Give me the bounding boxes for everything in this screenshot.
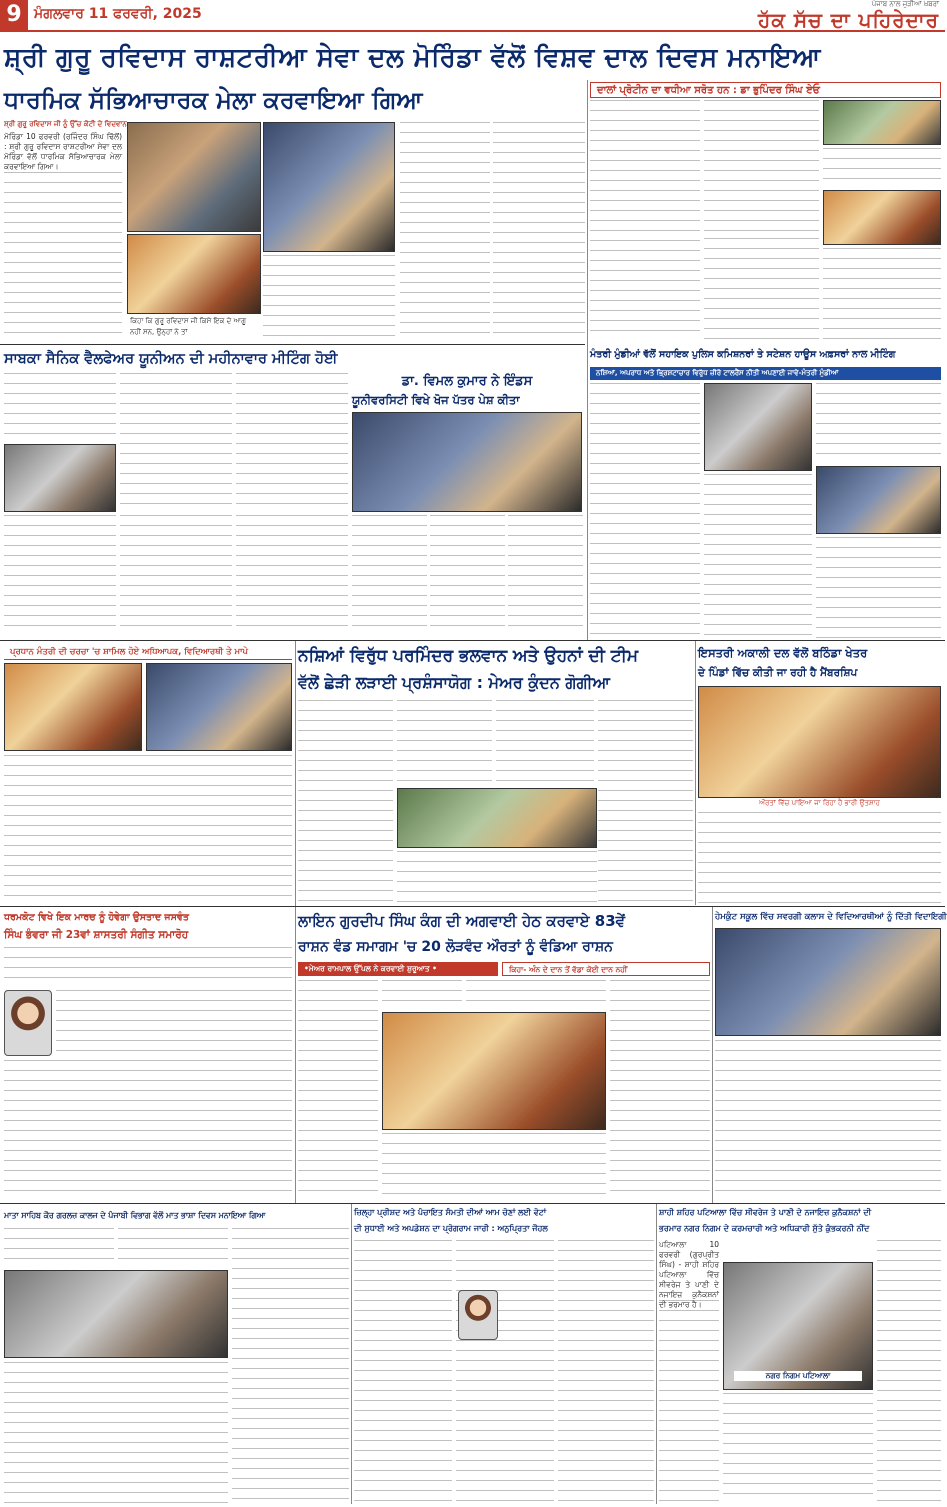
vimal-headline-line1: ਡਾ. ਵਿਮਲ ਕੁਮਾਰ ਨੇ ਇੰਡਸ — [401, 374, 533, 389]
nasha-headline-line1: ਨਸ਼ਿਆਂ ਵਿਰੁੱਧ ਪਰਮਿੰਦਰ ਭਲਵਾਨ ਅਤੇ ਉਹਨਾਂ ਦੀ ਟੀਮ — [298, 646, 638, 666]
lead-headline-line2: ਧਾਰਮਿਕ ਸੱਭਿਆਚਾਰਕ ਮੇਲਾ ਕਰਵਾਇਆ ਗਿਆ — [4, 86, 423, 114]
dharamkot-headline-line2: ਸਿੰਘ ਭੰਵਰਾ ਜੀ 23ਵਾਂ ਸ਼ਾਸਤਰੀ ਸੰਗੀਤ ਸਮਾਰੋਹ — [4, 929, 189, 941]
nasha-photo — [397, 788, 597, 848]
mata-sahib-text-col2 — [118, 1228, 228, 1268]
police-text-col2 — [704, 474, 812, 638]
sainik-text-col5 — [120, 515, 232, 635]
patiala-text-col3 — [877, 1240, 941, 1503]
zila-text-col3 — [558, 1240, 654, 1503]
sainik-text-col6 — [236, 515, 348, 635]
building-sign: ਨਗਰ ਨਿਗਮ ਪਟਿਆਲਾ — [734, 1371, 862, 1381]
lead-byline: ਸ਼੍ਰੀ ਗੁਰੂ ਰਵਿਦਾਸ ਜੀ ਨੂੰ ਉੱਚ ਕੋਟੀ ਦੇ ਵਿਦਵਾਨ — [4, 120, 127, 128]
sainik-text-col3 — [236, 373, 348, 513]
divider — [0, 1203, 945, 1204]
newspaper-brand: ਹੱਕ ਸੱਚ ਦਾ ਪਹਿਰੇਦਾਰ — [758, 8, 939, 32]
lead-body-snippet: ਮੋਰਿੰਡਾ 10 ਫਰਵਰੀ (ਰਜਿੰਦਰ ਸਿੰਘ ਢਿੱਲੋਂ) : ਸ਼੍ਰੀ ਗੁਰੂ ਰਵਿਦਾਸ ਰਾਸ਼ਟਰੀਆ ਸੇਵਾ ਦਲ ਮੋਰਿੰਡਾ ਵੱਲੋਂ ਧਾਰਮਿਕ ਸੱਭਿਆਚਾਰਕ ਮੇਲਾ ਕਰਵਾਇਆ ਗਿਆ। — [4, 132, 122, 171]
zila-text-col2 — [456, 1240, 554, 1503]
akali-headline-line1: ਇਸਤਰੀ ਅਕਾਲੀ ਦਲ ਵੱਲੋਂ ਬਠਿੰਡਾ ਖੇਤਰ — [698, 646, 868, 660]
police-subhead: ਨਸ਼ਿਆਂ, ਅਪਰਾਧ ਅਤੇ ਭ੍ਰਿਸ਼ਟਾਚਾਰ ਵਿਰੁੱਧ ਜ਼ੀਰੋ ਟਾਲਰੈਂਸ ਨੀਤੀ ਅਪਣਾਈ ਜਾਵੇ-ਮੰਤਰੀ ਮੁੰਡੀਆਂ — [590, 367, 941, 380]
hemkunt-text — [715, 1040, 941, 1200]
mata-sahib-text-col4 — [4, 1362, 228, 1503]
column-rule — [587, 80, 588, 640]
police-text-col1 — [590, 383, 700, 638]
dharamkot-text-col2 — [56, 990, 292, 1056]
lead-headline-line1: ਸ਼੍ਰੀ ਗੁਰੂ ਰਵਿਦਾਸ ਰਾਸ਼ਟਰੀਆ ਸੇਵਾ ਦਲ ਮੋਰਿੰਡਾ ਵੱਲੋਂ ਵਿਸ਼ਵ ਦਾਲ ਦਿਵਸ ਮਨਾਇਆ — [4, 43, 821, 73]
lead-text-col4 — [493, 122, 585, 340]
dal-text-col1 — [590, 100, 700, 340]
ration-text-col5 — [382, 1133, 606, 1200]
pm-talk-photo-1 — [4, 663, 142, 751]
lead-photo-felicitation — [263, 122, 395, 252]
nasha-text-col3 — [496, 700, 594, 785]
lead-photo-caption: ਕਿਹਾ ਕਿ ਗੁਰੂ ਰਵਿਦਾਸ ਜੀ ਕਿਸੇ ਇਕ ਦੇ ਆਗੂ ਨਹੀਂ ਸਨ, ਉਨ੍ਹਾਂ ਨੇ ਤਾਂ — [127, 316, 261, 340]
mata-sahib-photo — [4, 1270, 228, 1358]
lead-text-col2 — [263, 255, 395, 340]
akali-photo-caption: ਔਰਤਾਂ ਵਿੱਚ ਪਾਇਆ ਜਾ ਰਿਹਾ ਹੈ ਭਾਰੀ ਉਤਸ਼ਾਹ — [698, 799, 941, 809]
lead-text-col3 — [400, 122, 490, 340]
masthead-tagline: ਪੰਜਾਬ ਨਾਲ ਜੁੜੀਆਂ ਖ਼ਬਰਾਂ — [871, 0, 939, 8]
dal-text-col5 — [823, 248, 941, 340]
nagar-nigam-building-photo — [723, 1262, 873, 1390]
masthead — [0, 0, 945, 32]
mata-sahib-text-col1 — [4, 1228, 114, 1268]
akali-headline-line2: ਦੇ ਪਿੰਡਾਂ ਵਿੱਚ ਕੀਤੀ ਜਾ ਰਹੀ ਹੈ ਮੈਂਬਰਸ਼ਿਪ — [698, 667, 858, 679]
akali-photo — [698, 686, 941, 798]
vimal-text-col3 — [508, 515, 583, 635]
patiala-headline-line1: ਸ਼ਾਹੀ ਸ਼ਹਿਰ ਪਟਿਆਲਾ ਵਿੱਚ ਸੀਵਰੇਜ ਤੇ ਪਾਣੀ ਦੇ ਨਜਾਇਜ਼ ਕੁਨੈਕਸ਼ਨਾਂ ਦੀ — [659, 1208, 872, 1217]
ration-tag-quote: ਕਿਹਾ- ਅੰਨ ਦੇ ਦਾਨ ਤੋਂ ਵੱਡਾ ਕੋਈ ਦਾਨ ਨਹੀਂ — [502, 962, 710, 976]
sainik-photo — [4, 444, 116, 512]
ration-photo — [382, 1012, 606, 1130]
vimal-photo — [352, 412, 582, 512]
divider — [0, 640, 945, 641]
pm-talk-photo-2 — [146, 663, 292, 751]
ration-headline-line2: ਰਾਸ਼ਨ ਵੰਡ ਸਮਾਗਮ 'ਚ 20 ਲੋੜਵੰਦ ਔਰਤਾਂ ਨੂੰ ਵੰਡਿਆ ਰਾਸ਼ਨ — [298, 939, 613, 955]
nasha-headline-line2: ਵੱਲੋਂ ਛੇੜੀ ਲੜਾਈ ਪ੍ਰਸ਼ੰਸਾਯੋਗ : ਮੇਅਰ ਕੁੰਦਨ ਗੋਗੀਆ — [298, 673, 610, 692]
dal-text-col4 — [704, 238, 819, 340]
divider — [0, 344, 585, 345]
ration-text-col1 — [298, 980, 378, 1200]
column-rule — [695, 641, 696, 905]
hemkunt-headline: ਹੇਮਕੁੰਟ ਸਕੂਲ ਵਿੱਚ ਸਵਰਗੀ ਕਲਾਸ ਦੇ ਵਿਦਿਆਰਥੀਆਂ ਨੂੰ ਦਿੱਤੀ ਵਿਦਾਇਗੀ — [715, 912, 947, 922]
lead-photo-crowd — [127, 234, 261, 314]
dal-text-col2 — [704, 100, 819, 235]
divider — [0, 906, 945, 907]
ration-text-col3 — [466, 980, 606, 1010]
police-photo-2 — [816, 466, 941, 534]
dal-protein-headline: ਦਾਲਾਂ ਪ੍ਰੋਟੀਨ ਦਾ ਵਧੀਆ ਸਰੋਤ ਹਨ : ਡਾ ਭੁਪਿੰਦਰ ਸਿੰਘ ਏਓ — [590, 82, 941, 98]
ration-headline-line1: ਲਾਇਨ ਗੁਰਦੀਪ ਸਿੰਘ ਕੰਗ ਦੀ ਅਗਵਾਈ ਹੇਠ ਕਰਵਾਏ 83ਵੇਂ — [298, 912, 626, 930]
page-number: 9 — [0, 0, 28, 30]
dharamkot-headline-line1: ਧਰਮਕੋਟ ਵਿਖੇ ਇਕ ਮਾਰਚ ਨੂੰ ਹੋਵੇਗਾ ਉਸਤਾਦ ਜਸਵੰਤ — [4, 912, 189, 923]
column-rule — [712, 906, 713, 1203]
ustad-portrait — [4, 990, 52, 1056]
column-rule — [295, 641, 296, 1203]
ration-text-col2 — [382, 980, 462, 1010]
ration-text-col4 — [610, 980, 710, 1200]
dal-photo-2 — [823, 190, 941, 245]
nasha-text-col1 — [298, 700, 393, 905]
zila-headline-line1: ਜ਼ਿਲ੍ਹਾ ਪ੍ਰੀਸ਼ਦ ਅਤੇ ਪੰਚਾਇਤ ਸੰਮਤੀ ਦੀਆਂ ਆਮ ਚੋਣਾਂ ਲਈ ਵੋਟਾਂ — [354, 1208, 547, 1217]
akali-text — [698, 812, 941, 905]
column-rule — [656, 1204, 657, 1504]
hemkunt-photo — [715, 928, 941, 1036]
dharamkot-text-col1 — [4, 947, 292, 987]
official-portrait — [458, 1290, 498, 1340]
nasha-text-col2 — [397, 700, 492, 785]
dal-text-col3 — [823, 148, 941, 188]
ration-tag-mayor: •ਮੇਅਰ ਰਾਮਪਾਲ ਉੱਪਲ ਨੇ ਕਰਵਾਈ ਸ਼ੁਰੂਆਤ • — [298, 962, 498, 976]
pm-talk-text — [4, 755, 292, 905]
sainik-text-col1 — [4, 373, 116, 441]
vimal-text-col2 — [430, 515, 505, 635]
dal-photo-1 — [823, 100, 941, 145]
lead-photo-stage — [127, 122, 261, 232]
vimal-text-col1 — [352, 515, 427, 635]
issue-date: ਮੰਗਲਵਾਰ 11 ਫਰਵਰੀ, 2025 — [34, 6, 202, 22]
police-photo-1 — [704, 383, 812, 471]
sainik-text-col4 — [4, 515, 116, 635]
police-text-col3 — [816, 383, 941, 463]
column-rule — [351, 1204, 352, 1504]
mata-sahib-text-col3 — [232, 1228, 349, 1503]
zila-headline-line2: ਦੀ ਸੁਧਾਈ ਅਤੇ ਅਪਡੇਸ਼ਨ ਦਾ ਪ੍ਰੋਗਰਾਮ ਜਾਰੀ : ਅਨੁਪ੍ਰਿਤਾ ਜੌਹਲ — [354, 1224, 548, 1233]
police-headline: ਮੰਤਰੀ ਮੁੰਡੀਆਂ ਵੱਲੋਂ ਸਹਾਇਕ ਪੁਲਿਸ ਕਮਿਸ਼ਨਰਾਂ ਤੇ ਸਟੇਸ਼ਨ ਹਾਊਸ ਅਫ਼ਸਰਾਂ ਨਾਲ ਮੀਟਿੰਗ — [590, 349, 896, 360]
zila-text-col1 — [354, 1240, 452, 1503]
nasha-text-col5 — [397, 851, 597, 905]
patiala-text-col2 — [723, 1393, 873, 1503]
sainik-headline: ਸਾਬਕਾ ਸੈਨਿਕ ਵੈਲਫੇਅਰ ਯੂਨੀਅਨ ਦੀ ਮਹੀਨਾਵਾਰ ਮੀਟਿੰਗ ਹੋਈ — [4, 351, 338, 367]
nasha-text-col4 — [598, 700, 693, 905]
sainik-text-col2 — [120, 373, 232, 513]
vimal-headline-line2: ਯੂਨੀਵਰਸਿਟੀ ਵਿਖੇ ਖੋਜ ਪੱਤਰ ਪੇਸ਼ ਕੀਤਾ — [352, 393, 520, 407]
police-text-col4 — [816, 537, 941, 638]
pm-talk-headline: ਪ੍ਰਧਾਨ ਮੰਤਰੀ ਦੀ ਚਰਚਾ 'ਚ ਸ਼ਾਮਿਲ ਹੋਏ ਅਧਿਆਪਕ, ਵਿਦਿਆਰਥੀ ਤੇ ਮਾਪੇ — [4, 644, 292, 660]
mata-sahib-headline: ਮਾਤਾ ਸਾਹਿਬ ਕੌਰ ਗਰਲਜ਼ ਕਾਲਜ ਦੇ ਪੰਜਾਬੀ ਵਿਭਾਗ ਵੱਲੋਂ ਮਾਤ ਭਾਸ਼ਾ ਦਿਵਸ ਮਨਾਇਆ ਗਿਆ — [4, 1211, 266, 1220]
patiala-body-snippet: ਪਟਿਆਲਾ 10 ਫਰਵਰੀ (ਗੁਰਪ੍ਰੀਤ ਸਿੰਘ) - ਸ਼ਾਹੀ ਸ਼ਹਿਰ ਪਟਿਆਲਾ ਵਿੱਚ ਸੀਵਰੇਜ ਤੇ ਪਾਣੀ ਦੇ ਨਜਾਇਜ਼ ਕੁਨੈਕਸ਼ਨਾਂ ਦੀ ਭਰਮਾਰ ਹੈ। — [659, 1240, 719, 1309]
dharamkot-text-col3 — [4, 1060, 292, 1200]
patiala-headline-line2: ਭਰਮਾਰ ਨਗਰ ਨਿਗਮ ਦੇ ਕਰਮਚਾਰੀ ਅਤੇ ਅਧਿਕਾਰੀ ਸੁੱਤੇ ਕੁੰਭਕਰਨੀ ਨੀਂਦ — [659, 1224, 870, 1233]
